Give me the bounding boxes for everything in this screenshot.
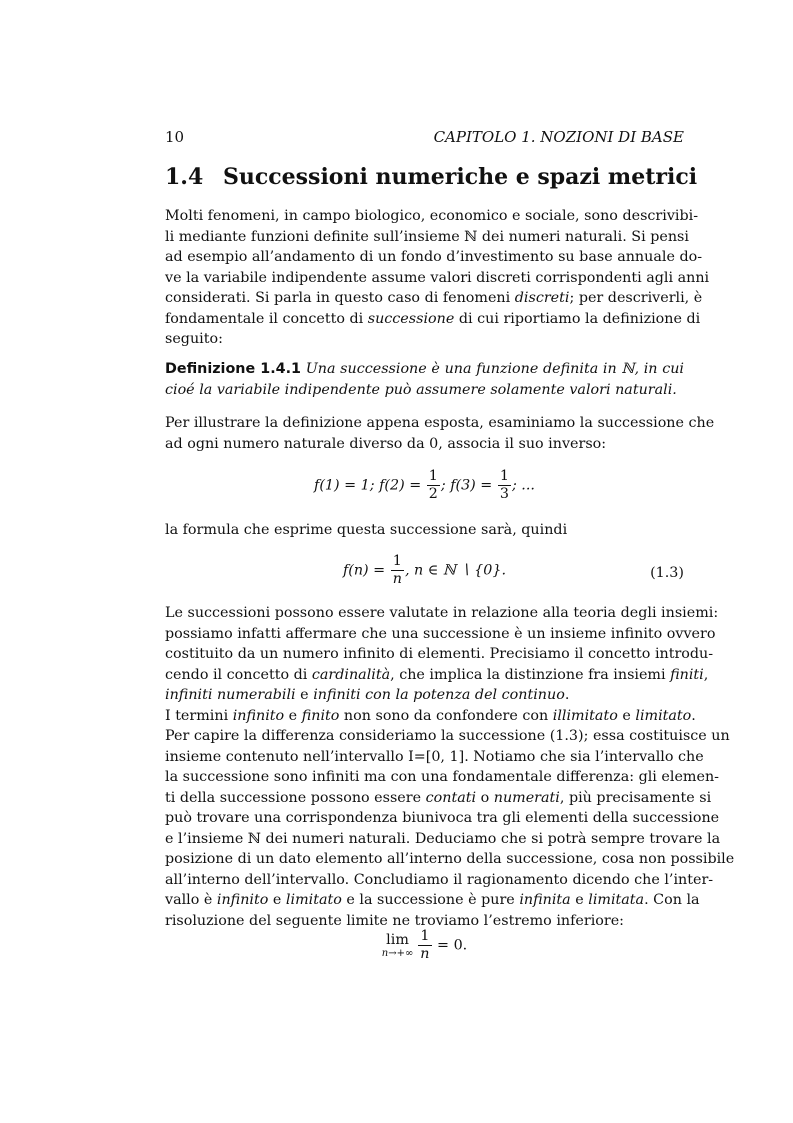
text-line: considerati. Si parla in questo caso di fenomeni discreti; per descriverli, è xyxy=(165,290,703,306)
text-line: li mediante funzioni definite sull’insieme ℕ dei numeri naturali. Si pensi xyxy=(165,228,689,245)
text-line: risoluzione del seguente limite ne troviamo l’estremo inferiore: xyxy=(165,912,624,929)
page-number: 10 xyxy=(165,128,185,146)
fraction: $\frac{1}{2}$ xyxy=(428,468,438,502)
equation-number: (1.3) xyxy=(650,565,684,581)
text-line: ad esempio all’andamento di un fondo d’investimento su base annuale do- xyxy=(165,249,703,265)
text-line: insieme contenuto nell’intervallo I=[0, 1]. Notiamo che sia l’intervallo che xyxy=(165,748,704,765)
section-heading xyxy=(165,164,705,190)
text-line: ve la variabile indipendente assume valori discreti corrispondenti agli anni xyxy=(165,269,710,286)
text-line: Definizione 1.4.1 Una successione è una funzione definita in ℕ, in cui xyxy=(165,361,684,377)
paragraph-sets xyxy=(165,603,735,931)
text-line: Molti fenomeni, in campo biologico, economico e sociale, sono descrivibi- xyxy=(165,208,699,224)
text-line: cioé la variabile indipendente può assumere solamente valori naturali. xyxy=(165,381,677,398)
equation-limit: lim n→+∞ $\frac{1}{n}$ = 0. xyxy=(381,928,468,962)
text-line: posizione di un dato elemento all’interno della successione, cosa non possibile xyxy=(165,851,735,867)
text-line: la successione sono infiniti ma con una fondamentale differenza: gli elemen- xyxy=(165,769,719,785)
text-line: fondamentale il concetto di successione di cui riportiamo la definizione di xyxy=(165,310,701,327)
limit-operator: lim n→+∞ xyxy=(381,931,414,959)
text-line: costituito da un numero infinito di elementi. Precisiamo il concetto introdu- xyxy=(165,646,714,662)
paragraph-intro xyxy=(165,206,710,350)
text-line: I termini infinito e finito non sono da confondere con illimitato e limitato. xyxy=(165,707,696,724)
paragraph-example xyxy=(165,413,715,454)
text-line: possiamo infatti affermare che una successione è un insieme infinito ovvero xyxy=(165,625,716,642)
paragraph-formula-intro xyxy=(165,520,684,541)
text-line: Le successioni possono essere valutate in relazione alla teoria degli insiemi: xyxy=(165,605,719,621)
text-line: e l’insieme ℕ dei numeri naturali. Deduciamo che si potrà sempre trovare la xyxy=(165,830,721,847)
text-line: ti della successione possono essere contati o numerati, più precisamente si xyxy=(165,789,712,806)
text-line: infiniti numerabili e infiniti con la potenza del continuo. xyxy=(165,687,570,703)
section-title: Successioni numeriche e spazi metrici xyxy=(223,164,698,190)
chapter-title: CAPITOLO 1. NOZIONI DI BASE xyxy=(433,128,684,146)
running-header xyxy=(165,128,684,148)
text-line: la formula che esprime questa successione sarà, quindi xyxy=(165,522,568,538)
text-line: ad ogni numero naturale diverso da 0, associa il suo inverso: xyxy=(165,435,607,452)
fraction: $\frac{1}{n}$ xyxy=(420,928,430,962)
fraction: $\frac{1}{n}$ xyxy=(392,553,402,587)
definition-block xyxy=(165,359,684,400)
definition-label: Definizione 1.4.1 xyxy=(165,361,301,377)
section-number: 1.4 xyxy=(165,164,204,190)
text-line: cendo il concetto di cardinalità, che implica la distinzione fra insiemi finiti, xyxy=(165,666,709,683)
text-line: vallo è infinito e limitato e la successione è pure infinita e limitata. Con la xyxy=(165,892,700,908)
equation-values: f(1) = 1; f(2) = $\frac{1}{2}$ ; f(3) = $\frac{1}{3}$ ; ... xyxy=(314,468,535,502)
text-line: all’interno dell’intervallo. Concludiamo il ragionamento dicendo che l’inter- xyxy=(165,871,714,888)
text-line: Per capire la differenza consideriamo la successione (1.3); essa costituisce un xyxy=(165,728,730,744)
equation-1-3: f(n) = $\frac{1}{n}$ , n ∈ ℕ ∖ {0}. (1.3) xyxy=(342,553,684,587)
text-line: può trovare una corrispondenza biunivoca tra gli elementi della successione xyxy=(165,810,720,826)
text-line: Per illustrare la definizione appena esposta, esaminiamo la successione che xyxy=(165,415,715,431)
fraction: $\frac{1}{3}$ xyxy=(499,468,509,502)
text-line: seguito: xyxy=(165,331,223,347)
